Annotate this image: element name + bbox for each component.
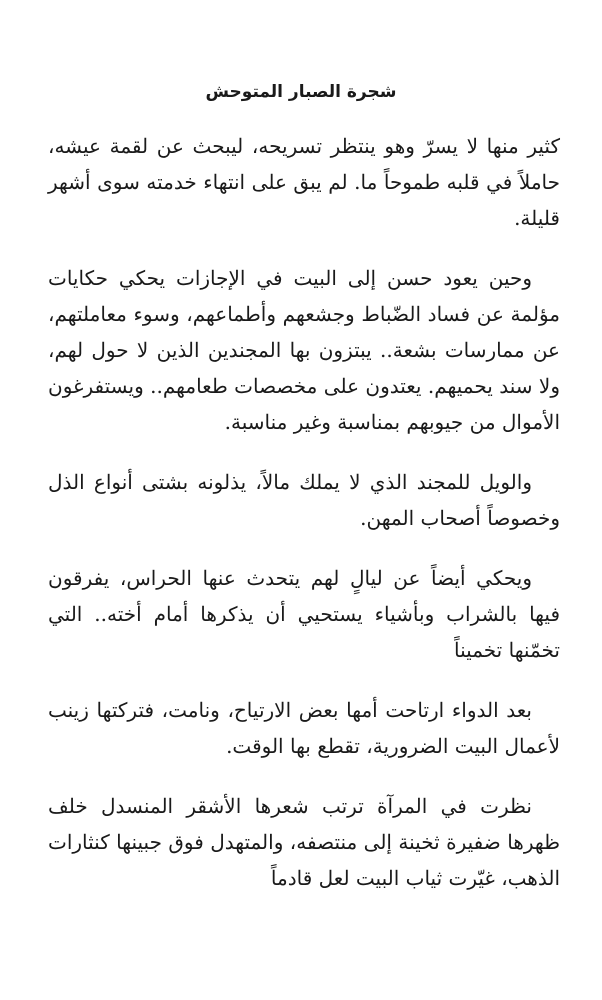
paragraph: بعد الدواء ارتاحت أمها بعض الارتياح، ونامت، فتركتها زينب لأعمال البيت الضرورية، تقطع بها الوقت. xyxy=(48,698,560,758)
page-body xyxy=(48,128,560,920)
paragraph: ويحكي أيضاً عن ليالٍ لهم يتحدث عنها الحراس، يفرقون فيها بالشراب وبأشياء يستحيي أن يذكرها أمام أخته.. التي تخمّنها تخميناً xyxy=(48,566,560,662)
paragraph: كثير منها لا يسرّ وهو ينتظر تسريحه، ليبحث عن لقمة عيشه، حاملاً في قلبه طموحاً ما. لم يبق على انتهاء خدمته سوى أشهر قليلة. xyxy=(48,134,560,230)
paragraph: نظرت في المرآة ترتب شعرها الأشقر المنسدل خلف ظهرها ضفيرة ثخينة إلى منتصفه، والمتهدل فوق جبينها كنثارات الذهب، غيّرت ثياب البيت لعل قادماً xyxy=(48,794,560,890)
paragraph: وحين يعود حسن إلى البيت في الإجازات يحكي حكايات مؤلمة عن فساد الضّباط وجشعهم وأطماعهم، وسوء معاملتهم، عن ممارسات بشعة.. يبتزون بها المجندين الذين لا حول لهم، ولا سند يحميهم. يعتدون على مخصصات طعامهم.. ويستفرغون الأموال من جيوبهم بمناسبة وغير مناسبة. xyxy=(48,266,560,434)
paragraph: والويل للمجند الذي لا يملك مالاً، يذلونه بشتى أنواع الذل وخصوصاً أصحاب المهن. xyxy=(48,470,560,530)
chapter-title: شجرة الصبار المتوحش xyxy=(205,82,397,102)
